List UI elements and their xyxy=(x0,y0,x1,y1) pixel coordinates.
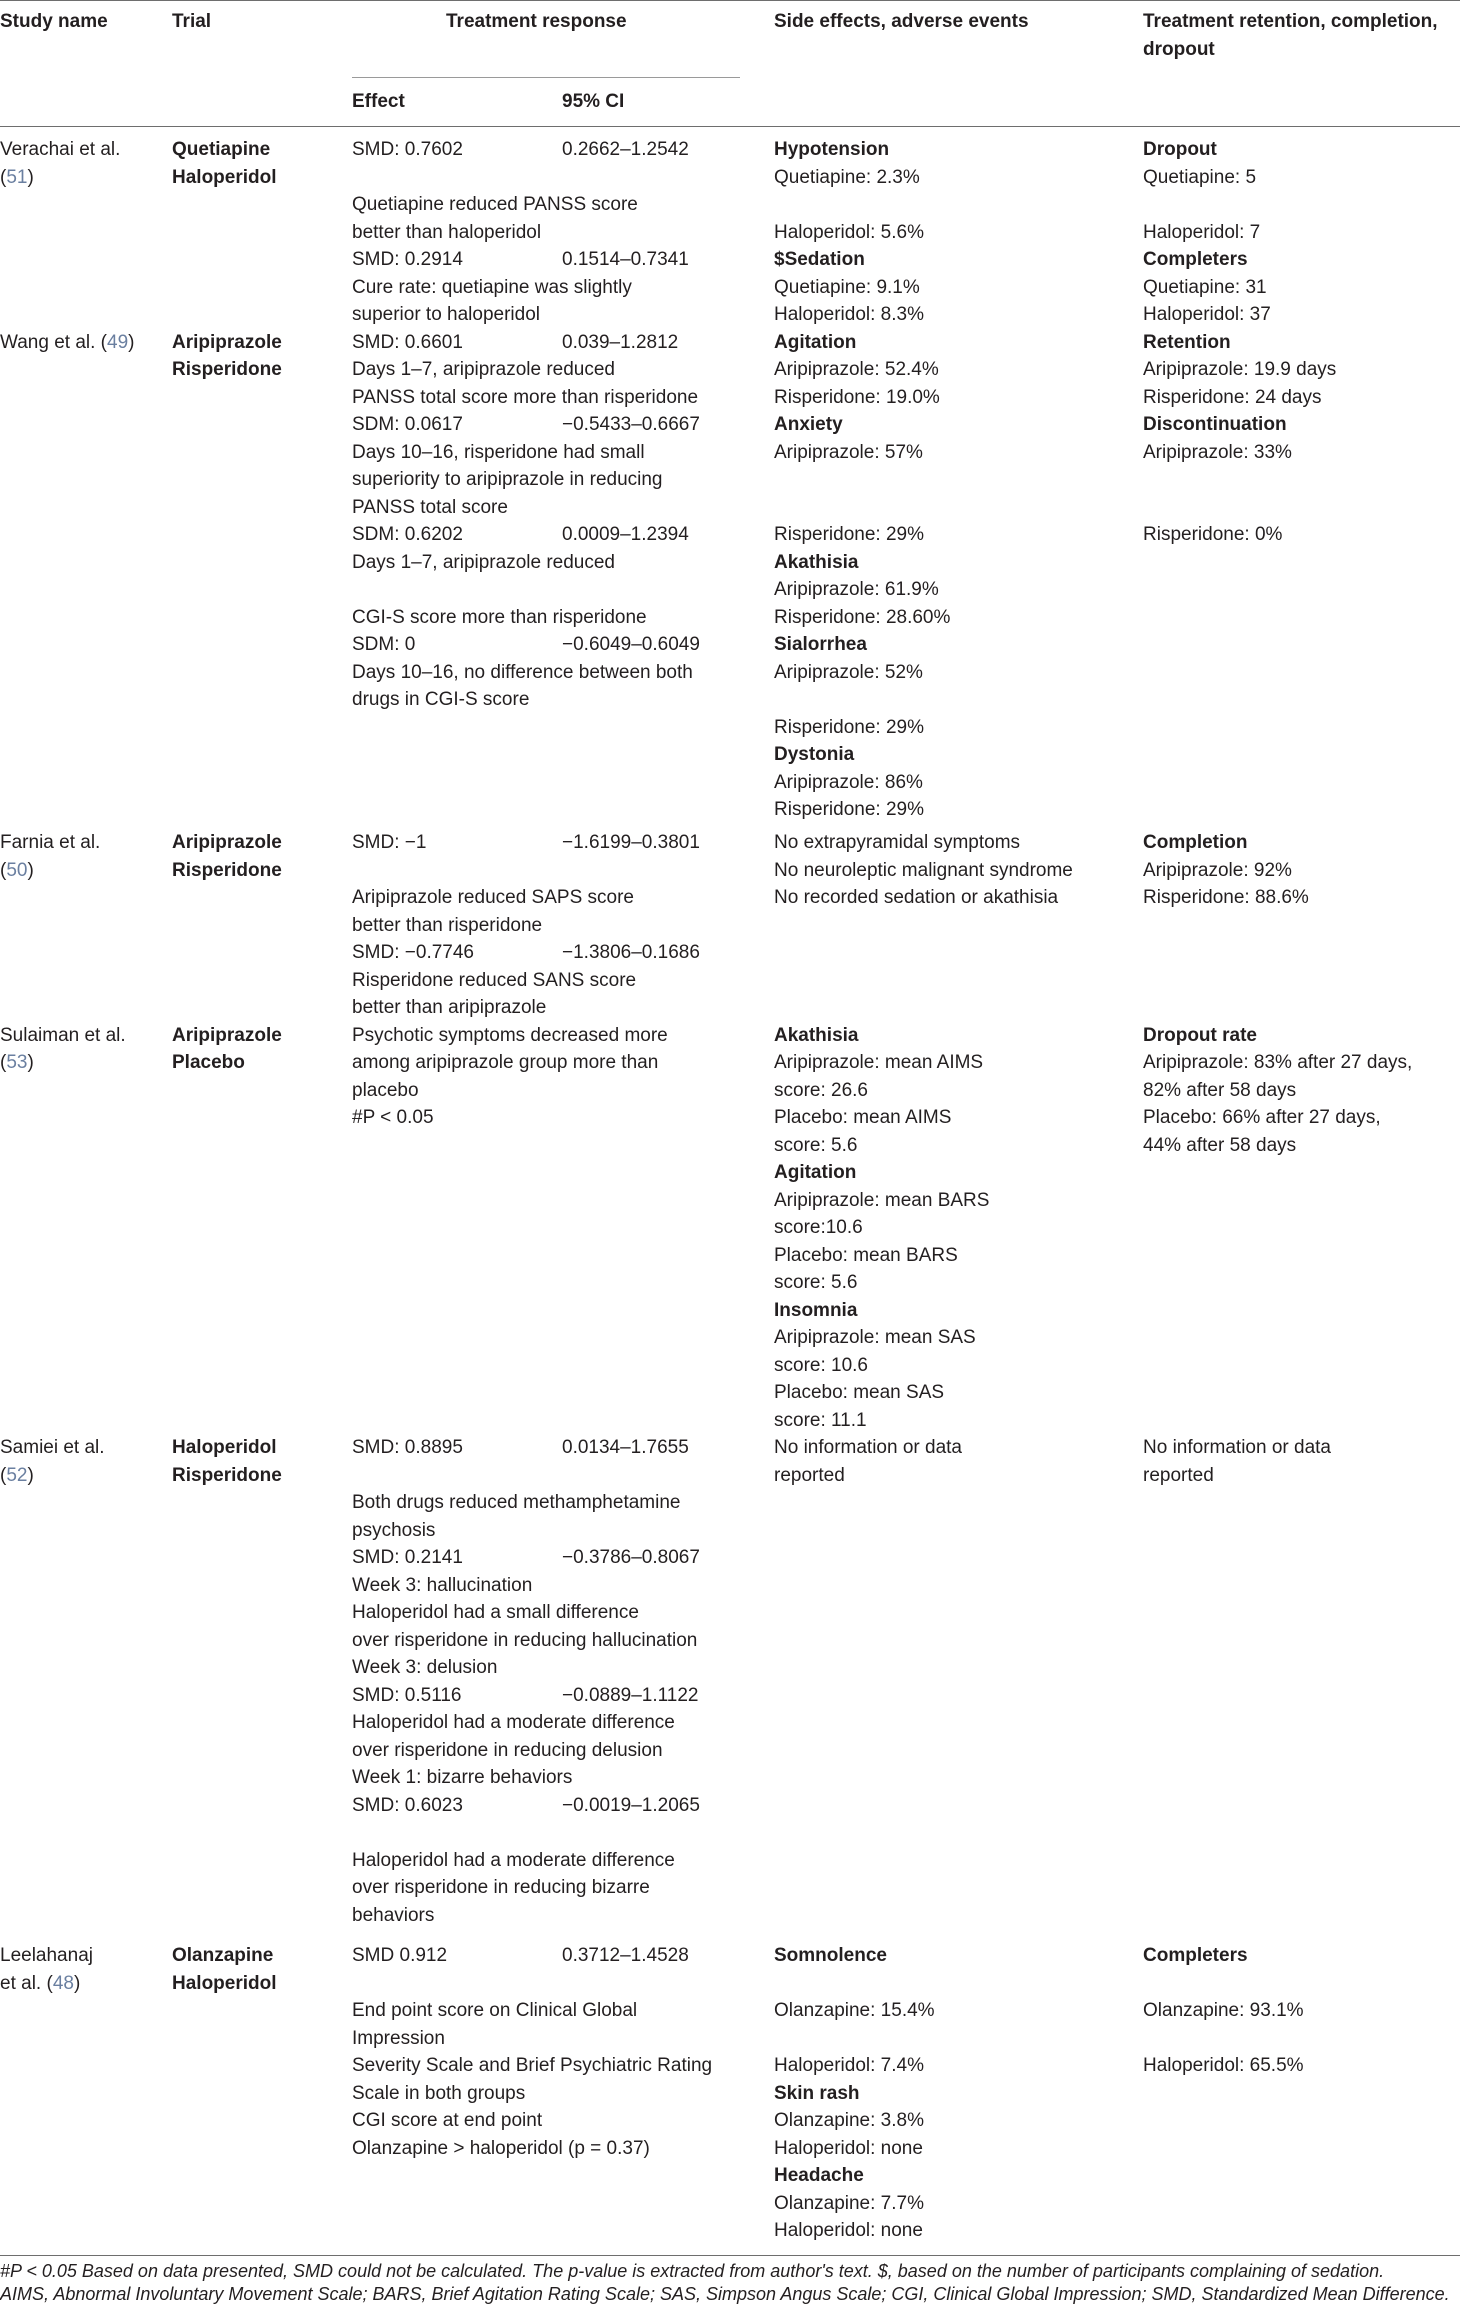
study-name-line2: (51) xyxy=(0,167,34,188)
study-name-line2: (53) xyxy=(0,1052,34,1073)
side-effect-heading: Anxiety xyxy=(774,414,843,435)
header-trial: Trial xyxy=(172,11,212,32)
side-effect-heading: Akathisia xyxy=(774,1025,859,1046)
header-subrule xyxy=(352,77,740,78)
side-effect-line: Olanzapine: 15.4% xyxy=(774,2000,935,2021)
response-line: over risperidone in reducing hallucination xyxy=(352,1630,698,1651)
response-ci: 0.0134–1.7655 xyxy=(562,1437,689,1458)
response-line: Severity Scale and Brief Psychiatric Rating xyxy=(352,2055,713,2076)
response-line: Week 1: bizarre behaviors xyxy=(352,1767,573,1788)
trial-drug-2: Haloperidol xyxy=(172,1973,277,1994)
side-effect-line: score: 10.6 xyxy=(774,1355,868,1376)
response-line: SMD: 0.2914 xyxy=(352,249,463,270)
reference-link[interactable]: 49 xyxy=(107,332,129,353)
side-effect-line: score:10.6 xyxy=(774,1217,863,1238)
response-line: SMD: 0.6601 xyxy=(352,332,463,353)
side-effect-line: Haloperidol: 7.4% xyxy=(774,2055,924,2076)
response-line: Impression xyxy=(352,2028,445,2049)
response-line: SMD: 0.2141 xyxy=(352,1547,463,1568)
retention-line: Placebo: 66% after 27 days, xyxy=(1143,1107,1381,1128)
side-effect-line: Placebo: mean SAS xyxy=(774,1382,945,1403)
side-effect-line: Aripiprazole: 61.9% xyxy=(774,579,939,600)
retention-line: Quetiapine: 5 xyxy=(1143,167,1257,188)
trial-drug-1: Aripiprazole xyxy=(172,832,282,853)
response-line: Cure rate: quetiapine was slightly xyxy=(352,277,632,298)
trial-drug-1: Aripiprazole xyxy=(172,332,282,353)
response-line: Week 3: delusion xyxy=(352,1657,498,1678)
response-line: drugs in CGI-S score xyxy=(352,689,530,710)
side-effect-line: Placebo: mean AIMS xyxy=(774,1107,952,1128)
response-line: superiority to aripiprazole in reducing xyxy=(352,469,663,490)
response-line: SMD: −1 xyxy=(352,832,427,853)
retention-heading: Dropout xyxy=(1143,139,1217,160)
header-retention-line2: dropout xyxy=(1143,39,1215,60)
response-line: better than aripiprazole xyxy=(352,997,547,1018)
study-name-line2: (52) xyxy=(0,1465,34,1486)
side-effect-line: score: 11.1 xyxy=(774,1410,867,1431)
retention-heading: Retention xyxy=(1143,332,1231,353)
footnote-2: AIMS, Abnormal Involuntary Movement Scale; BARS, Brief Agitation Rating Scale; SAS, Simpson Angus Scale; CGI, Clinical Global Impression; SMD, Standardized Mean Difference. xyxy=(0,2284,1450,2304)
response-line: better than risperidone xyxy=(352,915,543,936)
side-effect-line: Aripiprazole: mean BARS xyxy=(774,1190,990,1211)
side-effect-line: score: 5.6 xyxy=(774,1135,858,1156)
side-effect-line: Aripiprazole: 52.4% xyxy=(774,359,939,380)
reference-link[interactable]: 51 xyxy=(6,167,28,188)
side-effect-heading: Dystonia xyxy=(774,744,855,765)
retention-heading: Completers xyxy=(1143,1945,1248,1966)
retention-line: 44% after 58 days xyxy=(1143,1135,1297,1156)
response-ci: −0.3786–0.8067 xyxy=(562,1547,700,1568)
footnote-1: #P < 0.05 Based on data presented, SMD could not be calculated. The p-value is extracted from author's text. $, based on the number of participants complaining of sedation. xyxy=(0,2261,1385,2281)
retention-line: No information or data xyxy=(1143,1437,1331,1458)
response-line: PANSS total score more than risperidone xyxy=(352,387,699,408)
side-effect-line: Risperidone: 29% xyxy=(774,524,924,545)
response-ci: 0.0009–1.2394 xyxy=(562,524,689,545)
retention-line: Haloperidol: 65.5% xyxy=(1143,2055,1304,2076)
side-effect-line: Aripiprazole: 86% xyxy=(774,772,923,793)
response-line: superior to haloperidol xyxy=(352,304,541,325)
side-effect-line: No extrapyramidal symptoms xyxy=(774,832,1021,853)
response-ci: −0.5433–0.6667 xyxy=(562,414,700,435)
response-line: #P < 0.05 xyxy=(352,1107,434,1128)
side-effect-line: Haloperidol: 5.6% xyxy=(774,222,924,243)
side-effect-line: Aripiprazole: 57% xyxy=(774,442,923,463)
retention-line: Risperidone: 0% xyxy=(1143,524,1283,545)
response-ci: 0.2662–1.2542 xyxy=(562,139,689,160)
response-ci: −1.6199–0.3801 xyxy=(562,832,700,853)
side-effect-line: score: 5.6 xyxy=(774,1272,858,1293)
retention-line: Haloperidol: 37 xyxy=(1143,304,1271,325)
retention-line: Aripiprazole: 92% xyxy=(1143,860,1292,881)
side-effect-line: Olanzapine: 3.8% xyxy=(774,2110,924,2131)
trial-drug-1: Olanzapine xyxy=(172,1945,274,1966)
response-line: End point score on Clinical Global xyxy=(352,2000,638,2021)
response-line: SDM: 0.0617 xyxy=(352,414,463,435)
side-effect-heading: $Sedation xyxy=(774,249,865,270)
retention-heading: Discontinuation xyxy=(1143,414,1287,435)
response-ci: −0.6049–0.6049 xyxy=(562,634,700,655)
study-name: Wang et al. (49) xyxy=(0,332,135,353)
side-effect-line: Aripiprazole: mean AIMS xyxy=(774,1052,984,1073)
trial-drug-1: Haloperidol xyxy=(172,1437,277,1458)
retention-heading: Completion xyxy=(1143,832,1248,853)
retention-line: Haloperidol: 7 xyxy=(1143,222,1261,243)
header-study-name: Study name xyxy=(0,11,108,32)
side-effect-line: Quetiapine: 2.3% xyxy=(774,167,920,188)
response-line: Haloperidol had a moderate difference xyxy=(352,1712,675,1733)
retention-line: Risperidone: 24 days xyxy=(1143,387,1322,408)
side-effect-heading: Skin rash xyxy=(774,2083,860,2104)
response-line: Days 10–16, risperidone had small xyxy=(352,442,645,463)
response-ci: −1.3806–0.1686 xyxy=(562,942,700,963)
response-ci: 0.3712–1.4528 xyxy=(562,1945,689,1966)
reference-link[interactable]: 53 xyxy=(6,1052,28,1073)
response-line: SDM: 0.6202 xyxy=(352,524,463,545)
header-retention: Treatment retention, completion, xyxy=(1143,11,1438,32)
response-line: PANSS total score xyxy=(352,497,508,518)
response-line: CGI-S score more than risperidone xyxy=(352,607,647,628)
side-effect-line: Haloperidol: 8.3% xyxy=(774,304,924,325)
response-line: Haloperidol had a small difference xyxy=(352,1602,639,1623)
response-line: Quetiapine reduced PANSS score xyxy=(352,194,638,215)
response-line: Risperidone reduced SANS score xyxy=(352,970,637,991)
retention-line: reported xyxy=(1143,1465,1214,1486)
side-effect-line: Aripiprazole: 52% xyxy=(774,662,923,683)
side-effect-heading: Sialorrhea xyxy=(774,634,867,655)
retention-heading: Dropout rate xyxy=(1143,1025,1257,1046)
retention-line: 82% after 58 days xyxy=(1143,1080,1297,1101)
table-bottom-rule xyxy=(0,2255,1460,2256)
trial-drug-1: Aripiprazole xyxy=(172,1025,282,1046)
response-line: Days 1–7, aripiprazole reduced xyxy=(352,552,615,573)
study-name: Leelahanaj xyxy=(0,1945,93,1966)
response-line: SMD: 0.5116 xyxy=(352,1685,462,1706)
trial-drug-2: Risperidone xyxy=(172,1465,282,1486)
response-line: Psychotic symptoms decreased more xyxy=(352,1025,668,1046)
response-line: Haloperidol had a moderate difference xyxy=(352,1850,675,1871)
side-effect-heading: Agitation xyxy=(774,332,857,353)
side-effect-heading: Hypotension xyxy=(774,139,890,160)
table-top-rule xyxy=(0,0,1460,1)
retention-line: Quetiapine: 31 xyxy=(1143,277,1267,298)
header-ci: 95% CI xyxy=(562,91,625,112)
retention-line: Risperidone: 88.6% xyxy=(1143,887,1309,908)
trial-drug-2: Haloperidol xyxy=(172,167,277,188)
response-ci: 0.1514–0.7341 xyxy=(562,249,689,270)
response-line: Days 1–7, aripiprazole reduced xyxy=(352,359,615,380)
response-line: Olanzapine > haloperidol (p = 0.37) xyxy=(352,2138,650,2159)
side-effect-heading: Insomnia xyxy=(774,1300,858,1321)
side-effect-line: Risperidone: 29% xyxy=(774,799,924,820)
response-line: over risperidone in reducing delusion xyxy=(352,1740,663,1761)
side-effect-line: Risperidone: 19.0% xyxy=(774,387,940,408)
retention-heading: Completers xyxy=(1143,249,1248,270)
side-effect-line: Quetiapine: 9.1% xyxy=(774,277,920,298)
side-effect-line: No neuroleptic malignant syndrome xyxy=(774,860,1073,881)
response-line: SMD: 0.6023 xyxy=(352,1795,463,1816)
side-effect-line: No information or data xyxy=(774,1437,962,1458)
side-effect-heading: Headache xyxy=(774,2165,864,2186)
response-line: SMD: 0.7602 xyxy=(352,139,463,160)
study-name: Sulaiman et al. xyxy=(0,1025,126,1046)
response-line: SMD 0.912 xyxy=(352,1945,448,1966)
response-line: SMD: 0.8895 xyxy=(352,1437,463,1458)
reference-link[interactable]: 50 xyxy=(6,860,28,881)
response-line: CGI score at end point xyxy=(352,2110,543,2131)
study-name: Farnia et al. xyxy=(0,832,101,853)
response-line: Week 3: hallucination xyxy=(352,1575,533,1596)
retention-line: Olanzapine: 93.1% xyxy=(1143,2000,1304,2021)
side-effect-line: No recorded sedation or akathisia xyxy=(774,887,1059,908)
side-effect-line: reported xyxy=(774,1465,845,1486)
side-effect-heading: Agitation xyxy=(774,1162,857,1183)
trial-drug-2: Placebo xyxy=(172,1052,245,1073)
response-ci: −0.0889–1.1122 xyxy=(562,1685,699,1706)
side-effect-line: Haloperidol: none xyxy=(774,2220,923,2241)
study-name: Verachai et al. xyxy=(0,139,121,160)
header-treatment-response: Treatment response xyxy=(446,11,627,32)
side-effect-heading: Somnolence xyxy=(774,1945,887,1966)
response-line: placebo xyxy=(352,1080,419,1101)
side-effect-line: Risperidone: 29% xyxy=(774,717,924,738)
response-line: better than haloperidol xyxy=(352,222,542,243)
retention-line: Aripiprazole: 19.9 days xyxy=(1143,359,1337,380)
response-ci: −0.0019–1.2065 xyxy=(562,1795,700,1816)
response-line: Both drugs reduced methamphetamine xyxy=(352,1492,681,1513)
response-line: Aripiprazole reduced SAPS score xyxy=(352,887,634,908)
study-name-line2: (50) xyxy=(0,860,34,881)
study-name: Samiei et al. xyxy=(0,1437,105,1458)
response-line: Days 10–16, no difference between both xyxy=(352,662,693,683)
response-line: over risperidone in reducing bizarre xyxy=(352,1877,650,1898)
side-effect-line: Aripiprazole: mean SAS xyxy=(774,1327,976,1348)
retention-line: Aripiprazole: 33% xyxy=(1143,442,1292,463)
response-line: among aripiprazole group more than xyxy=(352,1052,659,1073)
response-line: Scale in both groups xyxy=(352,2083,526,2104)
response-ci: 0.039–1.2812 xyxy=(562,332,679,353)
response-line: SMD: −0.7746 xyxy=(352,942,474,963)
side-effect-line: Risperidone: 28.60% xyxy=(774,607,951,628)
trial-drug-1: Quetiapine xyxy=(172,139,271,160)
side-effect-line: Olanzapine: 7.7% xyxy=(774,2193,924,2214)
response-line: psychosis xyxy=(352,1520,436,1541)
header-side-effects: Side effects, adverse events xyxy=(774,11,1029,32)
retention-line: Aripiprazole: 83% after 27 days, xyxy=(1143,1052,1413,1073)
side-effect-line: score: 26.6 xyxy=(774,1080,868,1101)
trial-drug-2: Risperidone xyxy=(172,860,282,881)
side-effect-line: Placebo: mean BARS xyxy=(774,1245,958,1266)
trial-drug-2: Risperidone xyxy=(172,359,282,380)
reference-link[interactable]: 48 xyxy=(52,1973,74,1994)
header-effect: Effect xyxy=(352,91,405,112)
reference-link[interactable]: 52 xyxy=(6,1465,28,1486)
header-bottom-rule xyxy=(0,126,1460,127)
side-effect-line: Haloperidol: none xyxy=(774,2138,923,2159)
side-effect-heading: Akathisia xyxy=(774,552,859,573)
response-line: behaviors xyxy=(352,1905,435,1926)
response-line: SDM: 0 xyxy=(352,634,416,655)
study-name-line2: et al. (48) xyxy=(0,1973,81,1994)
